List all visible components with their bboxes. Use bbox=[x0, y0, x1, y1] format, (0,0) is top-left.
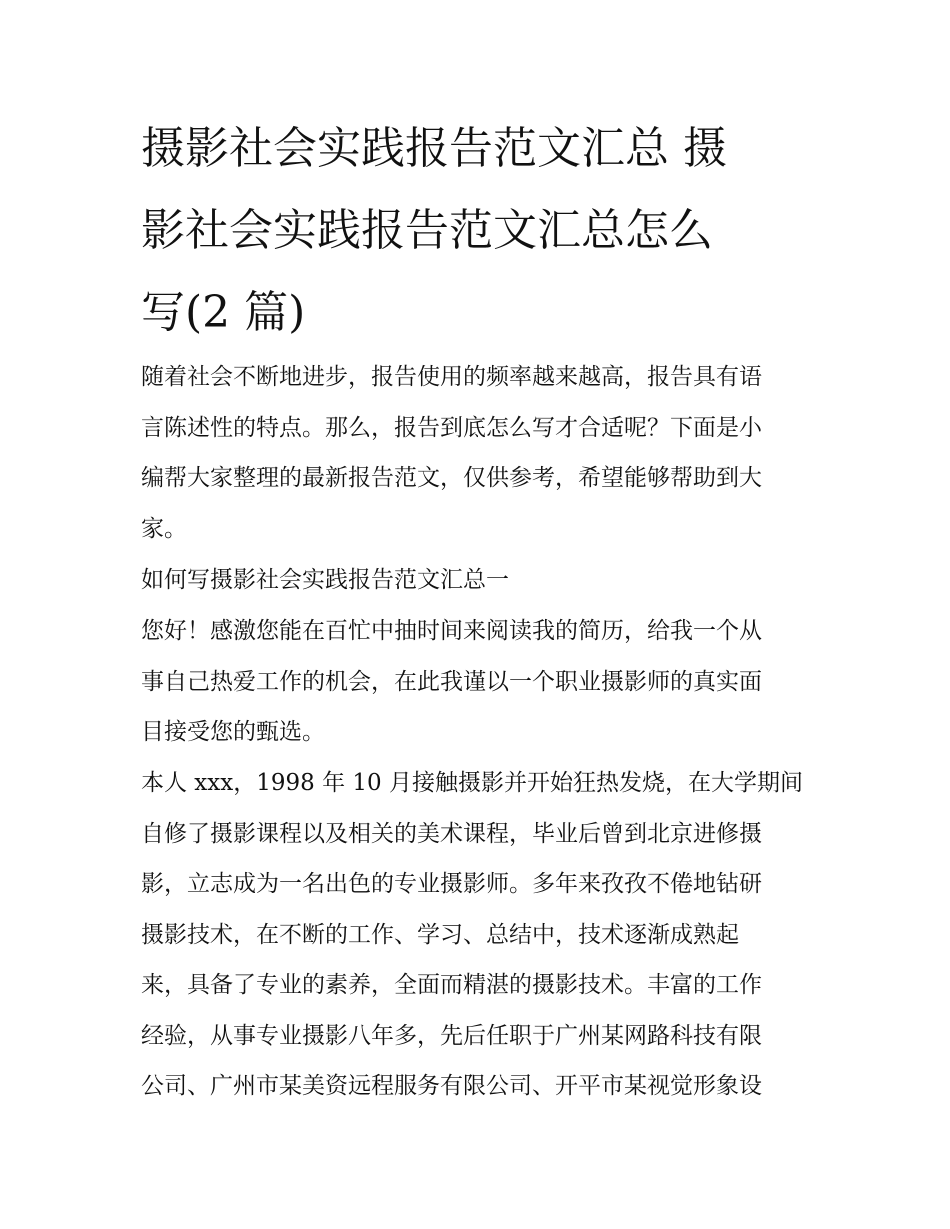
text-line: 摄影技术，在不断的工作、学习、总结中，技术逐渐成熟起 bbox=[141, 922, 739, 948]
text-line: 公司、广州市某美资远程服务有限公司、开平市某视觉形象设 bbox=[141, 1073, 762, 1099]
text-line: 来，具备了专业的素养，全面而精湛的摄影技术。丰富的工作 bbox=[141, 972, 762, 998]
text-line: 本人 xxx，1998 年 10 月接触摄影并开始狂热发烧，在大学期间 bbox=[141, 770, 803, 796]
text-line: 自修了摄影课程以及相关的美术课程，毕业后曾到北京进修摄 bbox=[141, 821, 762, 847]
document-title bbox=[141, 108, 821, 354]
text-line: 编帮大家整理的最新报告范文，仅供参考，希望能够帮助到大 bbox=[141, 465, 762, 491]
section-heading: 如何写摄影社会实践报告范文汇总一 bbox=[141, 567, 509, 593]
text-line: 家。 bbox=[141, 516, 187, 542]
text-line: 随着社会不断地进步，报告使用的频率越来越高，报告具有语 bbox=[141, 364, 762, 390]
text-line: 事自己热爱工作的机会，在此我谨以一个职业摄影师的真实面 bbox=[141, 669, 762, 695]
text-line: 影，立志成为一名出色的专业摄影师。多年来孜孜不倦地钻研 bbox=[141, 871, 762, 897]
text-line: 目接受您的甄选。 bbox=[141, 719, 325, 745]
title-line: 写(2 篇) bbox=[141, 287, 306, 338]
text-line: 经验，从事专业摄影八年多，先后任职于广州某网路科技有限 bbox=[141, 1023, 762, 1049]
text-line: 您好！感激您能在百忙中抽时间来阅读我的简历，给我一个从 bbox=[141, 618, 762, 644]
text-line: 言陈述性的特点。那么，报告到底怎么写才合适呢？下面是小 bbox=[141, 415, 762, 441]
title-line: 摄影社会实践报告范文汇总 摄 bbox=[141, 123, 727, 174]
title-line: 影社会实践报告范文汇总怎么 bbox=[141, 205, 713, 256]
